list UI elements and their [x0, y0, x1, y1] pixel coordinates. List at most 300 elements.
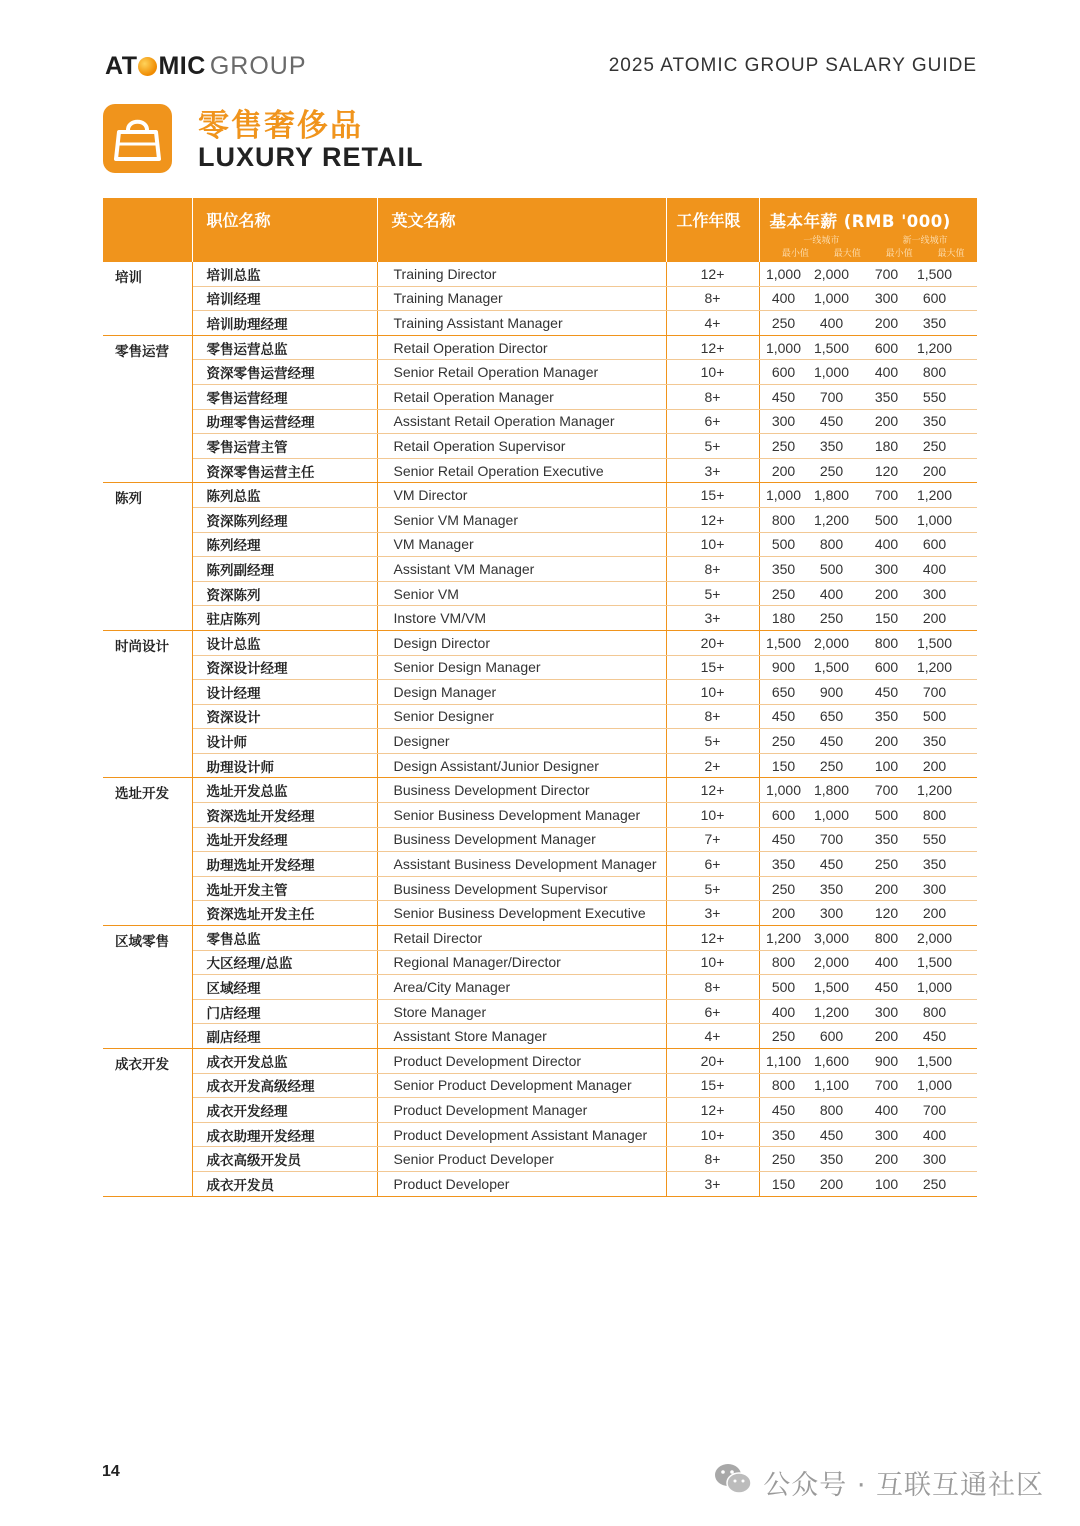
tier2-min: 700 [874, 782, 899, 799]
title-en-cell: Training Manager [377, 286, 666, 311]
years-cell: 20+ [666, 630, 759, 655]
years-cell: 6+ [666, 852, 759, 877]
tier2-max: 1,200 [916, 487, 953, 504]
salary-cell [759, 360, 977, 385]
tier2-max: 350 [922, 856, 947, 873]
tier2-max: 1,200 [916, 339, 953, 356]
salary-cell [759, 507, 977, 532]
table-row [103, 286, 977, 311]
salary-cell [759, 975, 977, 1000]
title-cn-cell: 零售运营总监 [192, 335, 377, 360]
tier1-max: 650 [819, 708, 844, 725]
tier1-max: 350 [819, 437, 844, 454]
title-cn-cell: 副店经理 [192, 1024, 377, 1049]
salary-cell [759, 753, 977, 778]
title-cn-cell: 资深选址开发主任 [192, 901, 377, 926]
tier2-max: 700 [922, 1101, 947, 1118]
tier2-min: 300 [874, 1126, 899, 1143]
salary-cell [759, 262, 977, 286]
tier1-max: 2,000 [813, 634, 850, 651]
title-cn-cell: 选址开发总监 [192, 778, 377, 803]
tier1-max: 350 [819, 880, 844, 897]
title-en-cell: Senior VM [377, 581, 666, 606]
title-en-cell: Store Manager [377, 999, 666, 1024]
table-row [103, 532, 977, 557]
logo-wordmark [105, 52, 206, 81]
tier2-min: 400 [874, 364, 899, 381]
table-row [103, 581, 977, 606]
tier2-min: 250 [874, 856, 899, 873]
tier1-max: 450 [819, 1126, 844, 1143]
table-row [103, 507, 977, 532]
title-en-cell: Instore VM/VM [377, 606, 666, 631]
title-en-cell: Retail Operation Manager [377, 384, 666, 409]
title-en-cell: Training Assistant Manager [377, 311, 666, 336]
tier1-min: 1,000 [765, 487, 802, 504]
tier2-max: 1,000 [916, 511, 953, 528]
title-en-cell: Product Developer [377, 1171, 666, 1196]
title-en-cell: Assistant Business Development Manager [377, 852, 666, 877]
tier2-min: 800 [874, 634, 899, 651]
tier1-min: 1,500 [765, 634, 802, 651]
tier2-min: 180 [874, 437, 899, 454]
tier1-min: 500 [771, 979, 796, 996]
title-en-cell: Retail Operation Director [377, 335, 666, 360]
tier2-max: 250 [922, 437, 947, 454]
years-cell: 12+ [666, 926, 759, 951]
tier2-min: 100 [874, 1175, 899, 1192]
table-row [103, 803, 977, 828]
title-cn-cell: 资深设计 [192, 704, 377, 729]
title-cn-cell: 培训助理经理 [192, 311, 377, 336]
tier1-min: 150 [771, 1175, 796, 1192]
tier1-min: 450 [771, 388, 796, 405]
tier2-max: 800 [922, 364, 947, 381]
tier1-min: 1,100 [765, 1052, 802, 1069]
tier1-max: 400 [819, 585, 844, 602]
tier1-max: 1,000 [813, 290, 850, 307]
tier2-max: 200 [922, 462, 947, 479]
tier2-min: 400 [874, 1101, 899, 1118]
tier2-max: 700 [922, 683, 947, 700]
header-salary-label: 基本年薪 (RMB '000) [769, 212, 951, 231]
header-tier2-max: 最大值 [937, 249, 965, 259]
table-row [103, 557, 977, 582]
title-en-cell: Business Development Supervisor [377, 876, 666, 901]
title-en-cell: Senior VM Manager [377, 507, 666, 532]
title-en-cell: Product Development Director [377, 1049, 666, 1074]
years-cell: 10+ [666, 950, 759, 975]
title-cn-cell: 培训总监 [192, 262, 377, 286]
title-cn-cell: 成衣高级开发员 [192, 1147, 377, 1172]
table-row [103, 1098, 977, 1123]
tier2-max: 600 [922, 536, 947, 553]
years-cell: 4+ [666, 311, 759, 336]
tier1-max: 1,500 [813, 979, 850, 996]
tier1-min: 350 [771, 856, 796, 873]
tier2-max: 400 [922, 560, 947, 577]
table-row [103, 1073, 977, 1098]
tier1-min: 200 [771, 462, 796, 479]
salary-cell [759, 680, 977, 705]
table-row [103, 458, 977, 483]
table-row [103, 753, 977, 778]
title-cn-cell: 助理零售运营经理 [192, 409, 377, 434]
tier2-max: 200 [922, 757, 947, 774]
tier2-max: 1,000 [916, 1077, 953, 1094]
tier2-max: 1,200 [916, 782, 953, 799]
salary-cell [759, 409, 977, 434]
title-en-cell: Senior Retail Operation Manager [377, 360, 666, 385]
header-salary [759, 198, 977, 262]
tier1-max: 400 [819, 314, 844, 331]
category-cell: 区域零售 [103, 926, 192, 1049]
table-header-row [103, 198, 977, 262]
tier2-min: 200 [874, 880, 899, 897]
tier1-min: 250 [771, 1151, 796, 1168]
tier2-max: 350 [922, 314, 947, 331]
title-en-cell: Senior Design Manager [377, 655, 666, 680]
salary-cell [759, 1147, 977, 1172]
tier2-min: 600 [874, 659, 899, 676]
years-cell: 4+ [666, 1024, 759, 1049]
tier1-min: 350 [771, 560, 796, 577]
logo-part-left: AT [105, 51, 138, 80]
title-cn-cell: 陈列副经理 [192, 557, 377, 582]
category-cell: 时尚设计 [103, 630, 192, 778]
table-row [103, 999, 977, 1024]
salary-cell [759, 926, 977, 951]
tier1-min: 600 [771, 364, 796, 381]
salary-cell [759, 581, 977, 606]
wechat-icon [713, 1462, 753, 1503]
years-cell: 8+ [666, 557, 759, 582]
tier1-min: 350 [771, 1126, 796, 1143]
tier1-max: 1,500 [813, 659, 850, 676]
tier1-max: 350 [819, 1151, 844, 1168]
years-cell: 8+ [666, 975, 759, 1000]
table-row [103, 680, 977, 705]
years-cell: 10+ [666, 532, 759, 557]
years-cell: 7+ [666, 827, 759, 852]
header-tier1-max: 最大值 [833, 249, 861, 259]
tier2-max: 1,200 [916, 659, 953, 676]
years-cell: 12+ [666, 778, 759, 803]
handbag-icon [103, 104, 172, 173]
table-row [103, 384, 977, 409]
title-en-cell: Regional Manager/Director [377, 950, 666, 975]
tier1-max: 250 [819, 462, 844, 479]
tier1-max: 450 [819, 413, 844, 430]
tier1-min: 900 [771, 659, 796, 676]
years-cell: 2+ [666, 753, 759, 778]
table-row [103, 926, 977, 951]
salary-cell [759, 434, 977, 459]
tier1-max: 1,100 [813, 1077, 850, 1094]
tier2-min: 350 [874, 708, 899, 725]
table-row [103, 335, 977, 360]
tier1-min: 500 [771, 536, 796, 553]
table-row [103, 852, 977, 877]
tier1-min: 650 [771, 683, 796, 700]
salary-cell [759, 729, 977, 754]
salary-table [103, 198, 977, 1197]
title-cn-cell: 助理选址开发经理 [192, 852, 377, 877]
tier2-min: 700 [874, 487, 899, 504]
tier2-max: 1,500 [916, 1052, 953, 1069]
years-cell: 5+ [666, 581, 759, 606]
tier1-min: 800 [771, 511, 796, 528]
tier2-max: 300 [922, 1151, 947, 1168]
title-cn-cell: 零售运营主管 [192, 434, 377, 459]
tier2-min: 500 [874, 511, 899, 528]
years-cell: 5+ [666, 876, 759, 901]
logo-sun-icon [138, 57, 157, 76]
title-cn-cell: 驻店陈列 [192, 606, 377, 631]
table-row [103, 655, 977, 680]
title-en-cell: Assistant Store Manager [377, 1024, 666, 1049]
tier1-min: 250 [771, 585, 796, 602]
title-cn-cell: 设计总监 [192, 630, 377, 655]
table-body [103, 262, 977, 1196]
salary-cell [759, 557, 977, 582]
tier1-min: 150 [771, 757, 796, 774]
title-en-cell: Senior Business Development Manager [377, 803, 666, 828]
tier2-max: 1,500 [916, 265, 953, 282]
table-row [103, 729, 977, 754]
title-cn-cell: 培训经理 [192, 286, 377, 311]
table-row [103, 1049, 977, 1074]
years-cell: 8+ [666, 384, 759, 409]
tier2-max: 800 [922, 806, 947, 823]
title-en-cell: Retail Director [377, 926, 666, 951]
salary-cell [759, 1171, 977, 1196]
table-row [103, 1024, 977, 1049]
salary-cell [759, 335, 977, 360]
salary-cell [759, 606, 977, 631]
years-cell: 15+ [666, 483, 759, 508]
title-cn-cell: 陈列经理 [192, 532, 377, 557]
title-cn-cell: 资深设计经理 [192, 655, 377, 680]
category-cell: 陈列 [103, 483, 192, 631]
title-en-cell: Retail Operation Supervisor [377, 434, 666, 459]
tier2-min: 200 [874, 585, 899, 602]
table-row [103, 876, 977, 901]
tier1-min: 450 [771, 708, 796, 725]
tier2-min: 400 [874, 954, 899, 971]
tier2-min: 900 [874, 1052, 899, 1069]
title-en-cell: Area/City Manager [377, 975, 666, 1000]
tier1-max: 1,600 [813, 1052, 850, 1069]
title-en-cell: Senior Retail Operation Executive [377, 458, 666, 483]
header-tier2-min: 最小值 [885, 249, 913, 259]
guide-title: 2025 ATOMIC GROUP SALARY GUIDE [608, 55, 977, 76]
table-row [103, 434, 977, 459]
tier2-min: 300 [874, 1003, 899, 1020]
title-cn-cell: 助理设计师 [192, 753, 377, 778]
tier1-max: 1,800 [813, 782, 850, 799]
salary-cell [759, 704, 977, 729]
tier2-max: 2,000 [916, 929, 953, 946]
table-row [103, 975, 977, 1000]
title-cn-cell: 选址开发经理 [192, 827, 377, 852]
tier1-max: 200 [819, 1175, 844, 1192]
years-cell: 20+ [666, 1049, 759, 1074]
table-row [103, 311, 977, 336]
years-cell: 12+ [666, 262, 759, 286]
title-en-cell: Senior Product Developer [377, 1147, 666, 1172]
tier2-max: 550 [922, 388, 947, 405]
title-en-cell: Design Manager [377, 680, 666, 705]
category-cell: 成衣开发 [103, 1049, 192, 1197]
salary-cell [759, 1024, 977, 1049]
tier2-max: 800 [922, 1003, 947, 1020]
logo-group-text: GROUP [209, 51, 307, 80]
tier2-max: 400 [922, 1126, 947, 1143]
years-cell: 3+ [666, 1171, 759, 1196]
table-row [103, 778, 977, 803]
years-cell: 15+ [666, 1073, 759, 1098]
years-cell: 3+ [666, 458, 759, 483]
years-cell: 8+ [666, 286, 759, 311]
title-cn-cell: 资深选址开发经理 [192, 803, 377, 828]
tier2-max: 1,500 [916, 954, 953, 971]
salary-cell [759, 532, 977, 557]
section-title-en: LUXURY RETAIL [198, 142, 424, 172]
table-row [103, 360, 977, 385]
watermark-text: 公众号 · 互联互通社区 [763, 1470, 1044, 1501]
title-cn-cell: 资深陈列 [192, 581, 377, 606]
years-cell: 10+ [666, 680, 759, 705]
tier1-max: 1,800 [813, 487, 850, 504]
title-cn-cell: 设计经理 [192, 680, 377, 705]
title-en-cell: VM Director [377, 483, 666, 508]
title-cn-cell: 大区经理/总监 [192, 950, 377, 975]
tier2-max: 350 [922, 413, 947, 430]
tier1-min: 800 [771, 1077, 796, 1094]
title-cn-cell: 门店经理 [192, 999, 377, 1024]
salary-cell [759, 483, 977, 508]
tier2-min: 400 [874, 536, 899, 553]
tier2-min: 200 [874, 314, 899, 331]
years-cell: 15+ [666, 655, 759, 680]
salary-cell [759, 999, 977, 1024]
years-cell: 8+ [666, 704, 759, 729]
tier2-max: 300 [922, 880, 947, 897]
table-row [103, 262, 977, 286]
tier1-min: 250 [771, 880, 796, 897]
years-cell: 10+ [666, 360, 759, 385]
salary-cell [759, 803, 977, 828]
tier2-max: 600 [922, 290, 947, 307]
tier1-min: 600 [771, 806, 796, 823]
tier2-min: 120 [874, 462, 899, 479]
tier2-min: 100 [874, 757, 899, 774]
years-cell: 12+ [666, 507, 759, 532]
tier2-min: 120 [874, 905, 899, 922]
title-en-cell: Business Development Manager [377, 827, 666, 852]
years-cell: 5+ [666, 434, 759, 459]
title-cn-cell: 设计师 [192, 729, 377, 754]
tier1-max: 800 [819, 1101, 844, 1118]
table-row [103, 1147, 977, 1172]
tier1-max: 2,000 [813, 954, 850, 971]
table-row [103, 827, 977, 852]
tier1-min: 200 [771, 905, 796, 922]
salary-cell [759, 630, 977, 655]
atomic-group-logo [105, 53, 307, 79]
table-row [103, 950, 977, 975]
tier1-max: 300 [819, 905, 844, 922]
tier2-min: 700 [874, 1077, 899, 1094]
title-cn-cell: 零售运营经理 [192, 384, 377, 409]
salary-cell [759, 901, 977, 926]
logo-part-right: MIC [158, 51, 206, 80]
title-en-cell: Design Assistant/Junior Designer [377, 753, 666, 778]
title-cn-cell: 陈列总监 [192, 483, 377, 508]
tier1-max: 1,200 [813, 511, 850, 528]
salary-cell [759, 286, 977, 311]
tier2-max: 550 [922, 831, 947, 848]
tier1-min: 250 [771, 437, 796, 454]
years-cell: 12+ [666, 335, 759, 360]
tier1-min: 1,000 [765, 782, 802, 799]
tier1-max: 250 [819, 610, 844, 627]
years-cell: 6+ [666, 999, 759, 1024]
salary-cell [759, 876, 977, 901]
table-row [103, 1171, 977, 1196]
salary-cell [759, 852, 977, 877]
salary-cell [759, 778, 977, 803]
tier1-min: 450 [771, 831, 796, 848]
tier2-min: 700 [874, 265, 899, 282]
tier1-max: 800 [819, 536, 844, 553]
salary-cell [759, 1098, 977, 1123]
tier1-max: 3,000 [813, 929, 850, 946]
tier2-min: 200 [874, 1028, 899, 1045]
title-cn-cell: 成衣开发员 [192, 1171, 377, 1196]
table-row [103, 409, 977, 434]
tier2-min: 150 [874, 610, 899, 627]
tier2-min: 300 [874, 290, 899, 307]
tier1-max: 700 [819, 831, 844, 848]
tier2-max: 450 [922, 1028, 947, 1045]
table-row [103, 483, 977, 508]
tier1-max: 1,000 [813, 806, 850, 823]
tier2-min: 350 [874, 831, 899, 848]
salary-cell [759, 827, 977, 852]
tier1-max: 700 [819, 388, 844, 405]
tier2-min: 500 [874, 806, 899, 823]
table-row [103, 1122, 977, 1147]
tier1-min: 180 [771, 610, 796, 627]
tier1-min: 450 [771, 1101, 796, 1118]
page-number: 14 [102, 1463, 120, 1480]
years-cell: 10+ [666, 803, 759, 828]
title-cn-cell: 零售总监 [192, 926, 377, 951]
tier1-min: 1,200 [765, 929, 802, 946]
years-cell: 12+ [666, 1098, 759, 1123]
tier2-max: 200 [922, 905, 947, 922]
years-cell: 6+ [666, 409, 759, 434]
tier1-max: 1,200 [813, 1003, 850, 1020]
years-cell: 3+ [666, 606, 759, 631]
tier1-min: 800 [771, 954, 796, 971]
header-tier1-min: 最小值 [781, 249, 809, 259]
tier1-max: 1,500 [813, 339, 850, 356]
tier2-max: 250 [922, 1175, 947, 1192]
salary-cell [759, 950, 977, 975]
